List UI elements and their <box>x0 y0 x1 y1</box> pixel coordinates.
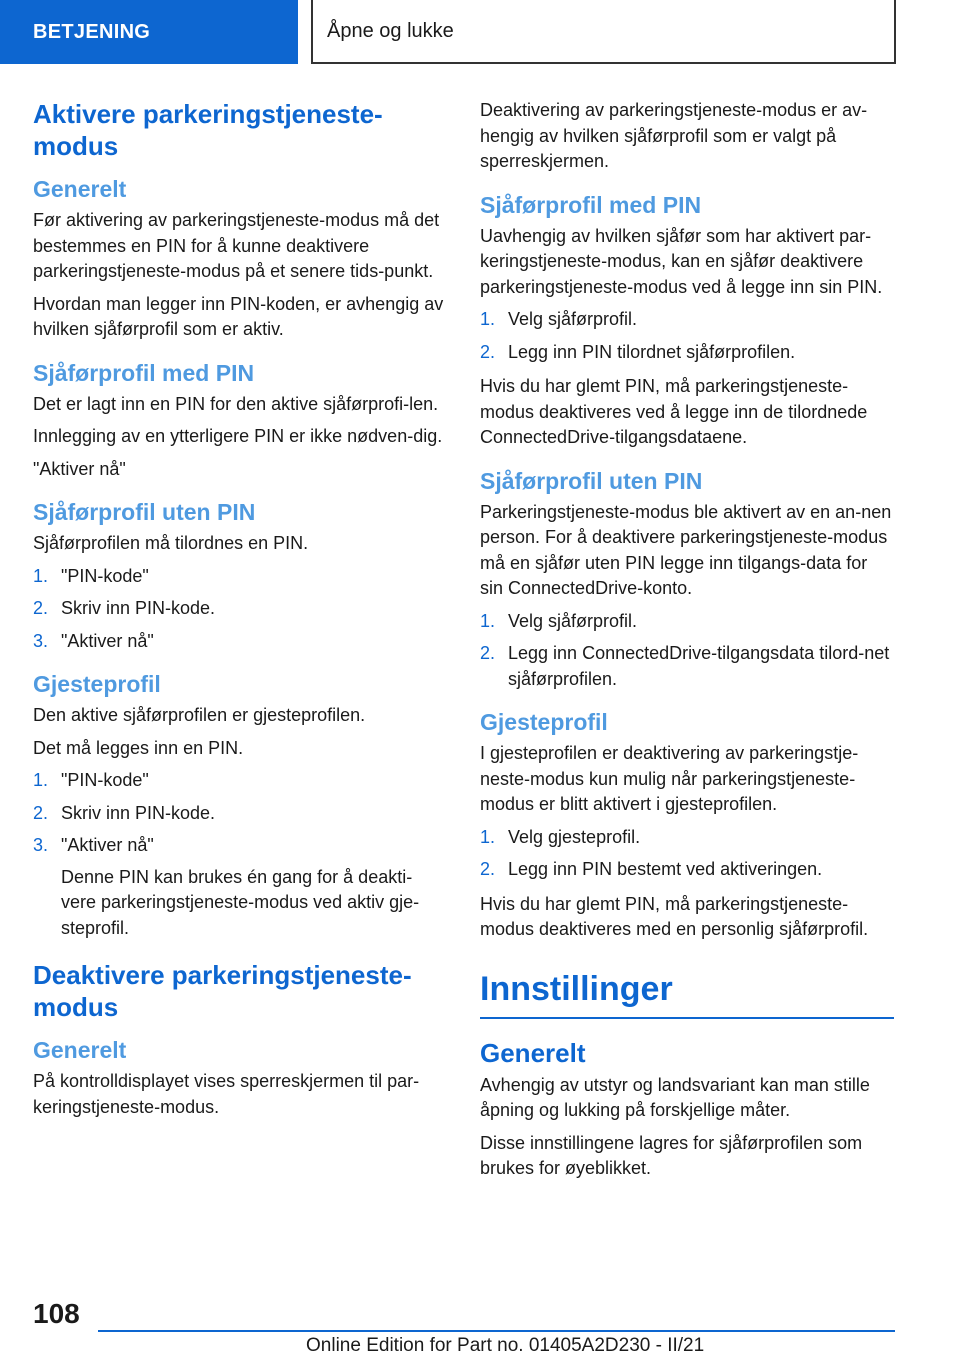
steps-list <box>480 825 894 883</box>
step-number: 2. <box>33 802 49 823</box>
header-chapter-label: Åpne og lukke <box>327 19 454 42</box>
heading-driver-profile-with-pin: Sjåførprofil med PIN <box>480 191 702 218</box>
step-text: Legg inn ConnectedDrive-tilgangsdata tilord-net sjåførprofilen. <box>508 643 890 689</box>
step-number: 2. <box>33 598 49 618</box>
step-text: "PIN-kode" <box>61 770 149 790</box>
paragraph: Sjåførprofilen må tilordnes en PIN. <box>33 533 309 553</box>
step-text: Skriv inn PIN-kode. <box>61 802 216 823</box>
section-settings-general <box>480 1037 894 1182</box>
list-item <box>33 564 447 590</box>
step-number: 3. <box>33 630 49 651</box>
page-number: 108 <box>33 1298 80 1329</box>
step-number: 1. <box>480 826 496 847</box>
section-with-pin <box>33 358 447 483</box>
paragraph: Den aktive sjåførprofilen er gjesteprofilen. <box>33 705 366 725</box>
list-item <box>33 833 447 941</box>
paragraph: I gjesteprofilen er deaktivering av parkeringstje-neste-modus kun mulig når parkeringstjeneste-modus er blitt aktivert i gjesteprofilen. <box>480 743 859 814</box>
header-section-tab <box>0 0 298 64</box>
section-with-pin <box>480 190 894 451</box>
step-number: 1. <box>33 565 49 586</box>
list-item <box>33 768 447 794</box>
footer-divider <box>98 1330 895 1332</box>
paragraph: Før aktivering av parkeringstjeneste-modus må det bestemmes en PIN for å kunne deaktivere parkeringstjeneste-modus på et senere tids-punkt. <box>33 210 440 281</box>
section-guest-profile <box>480 707 894 943</box>
paragraph: Det er lagt inn en PIN for den aktive sjåførprofi-len. <box>33 393 439 414</box>
heading-general: Generelt <box>33 176 127 202</box>
paragraph: Innlegging av en ytterligere PIN er ikke nødven-dig. <box>33 426 443 446</box>
step-number: 1. <box>480 610 496 631</box>
heading-driver-profile-without-pin: Sjåførprofil uten PIN <box>33 499 256 525</box>
heading-activate-valet: Aktivere parkeringstjeneste-modus <box>33 99 383 161</box>
step-number: 2. <box>480 859 496 879</box>
step-text: Velg gjesteprofil. <box>508 826 641 847</box>
footer-edition: Online Edition for Part no. 01405A2D230 - II/21 <box>306 1335 705 1356</box>
heading-guest-profile: Gjesteprofil <box>480 709 608 735</box>
paragraph: På kontrolldisplayet vises sperreskjermen til par-keringstjeneste-modus. <box>33 1071 420 1117</box>
paragraph: Disse innstillingene lagres for sjåførprofilen som brukes for øyeblikket. <box>480 1132 863 1178</box>
header-section-label: BETJENING <box>33 20 151 43</box>
paragraph: Avhengig av utstyr og landsvariant kan man stille åpning og lukking på forskjellige måter. <box>480 1074 870 1120</box>
section-deactivate <box>33 959 447 1120</box>
list-item <box>480 609 894 635</box>
list-item <box>480 641 894 692</box>
paragraph: "Aktiver nå" <box>33 458 126 479</box>
step-note: Denne PIN kan brukes én gang for å deakti-vere parkeringstjeneste-modus ved aktiv gje-steprofil. <box>61 866 420 938</box>
step-number: 2. <box>480 341 496 362</box>
paragraph: Hvis du har glemt PIN, må parkeringstjeneste-modus deaktiveres med en personlig sjåførprofil. <box>480 893 869 939</box>
steps-list <box>33 768 447 941</box>
right-column <box>480 98 894 1189</box>
list-item <box>33 596 447 622</box>
step-number: 1. <box>33 770 49 790</box>
list-item <box>33 801 447 827</box>
step-number: 3. <box>33 835 49 855</box>
step-number: 2. <box>480 643 496 663</box>
header-chapter-box <box>311 0 896 64</box>
step-number: 1. <box>480 309 496 329</box>
paragraph: Hvordan man legger inn PIN-koden, er avhengig av hvilken sjåførprofil som er aktiv. <box>33 293 444 339</box>
left-column <box>33 98 447 1127</box>
step-text: "Aktiver nå" <box>61 630 154 651</box>
step-text: Legg inn PIN tilordnet sjåførprofilen. <box>508 341 796 362</box>
heading-general: Generelt <box>480 1037 586 1068</box>
heading-guest-profile: Gjesteprofil <box>33 671 161 697</box>
steps-list <box>480 307 894 365</box>
paragraph: Uavhengig av hvilken sjåfør som har aktivert par-keringstjeneste-modus, kan en sjåfør deaktivere parkeringstjeneste-modus ved å legge inn sin PIN. <box>480 225 883 297</box>
steps-list <box>480 609 894 693</box>
list-item <box>480 857 894 883</box>
list-item <box>480 340 894 366</box>
heading-general: Generelt <box>33 1037 127 1063</box>
paragraph: Deaktivering av parkeringstjeneste-modus er av-hengig av hvilken sjåførprofil som er valgt på sperreskjermen. <box>480 100 868 171</box>
step-text: Legg inn PIN bestemt ved aktiveringen. <box>508 859 823 879</box>
heading-driver-profile-without-pin: Sjåførprofil uten PIN <box>480 467 703 494</box>
list-item <box>480 307 894 333</box>
section-without-pin <box>33 497 447 654</box>
paragraph: Hvis du har glemt PIN, må parkeringstjeneste-modus deaktiveres ved å legge inn de tilordnede ConnectedDrive-tilgangsdataene. <box>480 376 868 447</box>
heading-deactivate-valet: Deaktivere parkeringstjeneste-modus <box>33 960 412 1022</box>
heading-settings: Innstillinger <box>480 969 894 1019</box>
step-text: "PIN-kode" <box>61 565 149 586</box>
paragraph: Parkeringstjeneste-modus ble aktivert av en an-nen person. For å deaktivere parkeringstjeneste-modus må en sjåfør uten PIN legge inn tilgangs-data for sin ConnectedDrive-konto. <box>480 501 892 598</box>
step-text: "Aktiver nå" <box>61 835 154 855</box>
section-general-1 <box>33 174 447 343</box>
section-without-pin <box>480 466 894 693</box>
list-item <box>480 825 894 851</box>
steps-list <box>33 564 447 655</box>
paragraph: Det må legges inn en PIN. <box>33 737 244 758</box>
section-guest-profile <box>33 669 447 941</box>
step-text: Skriv inn PIN-kode. <box>61 598 216 618</box>
step-text: Velg sjåførprofil. <box>508 610 638 631</box>
list-item <box>33 629 447 655</box>
heading-driver-profile-with-pin: Sjåførprofil med PIN <box>33 359 255 386</box>
step-text: Velg sjåførprofil. <box>508 309 638 329</box>
